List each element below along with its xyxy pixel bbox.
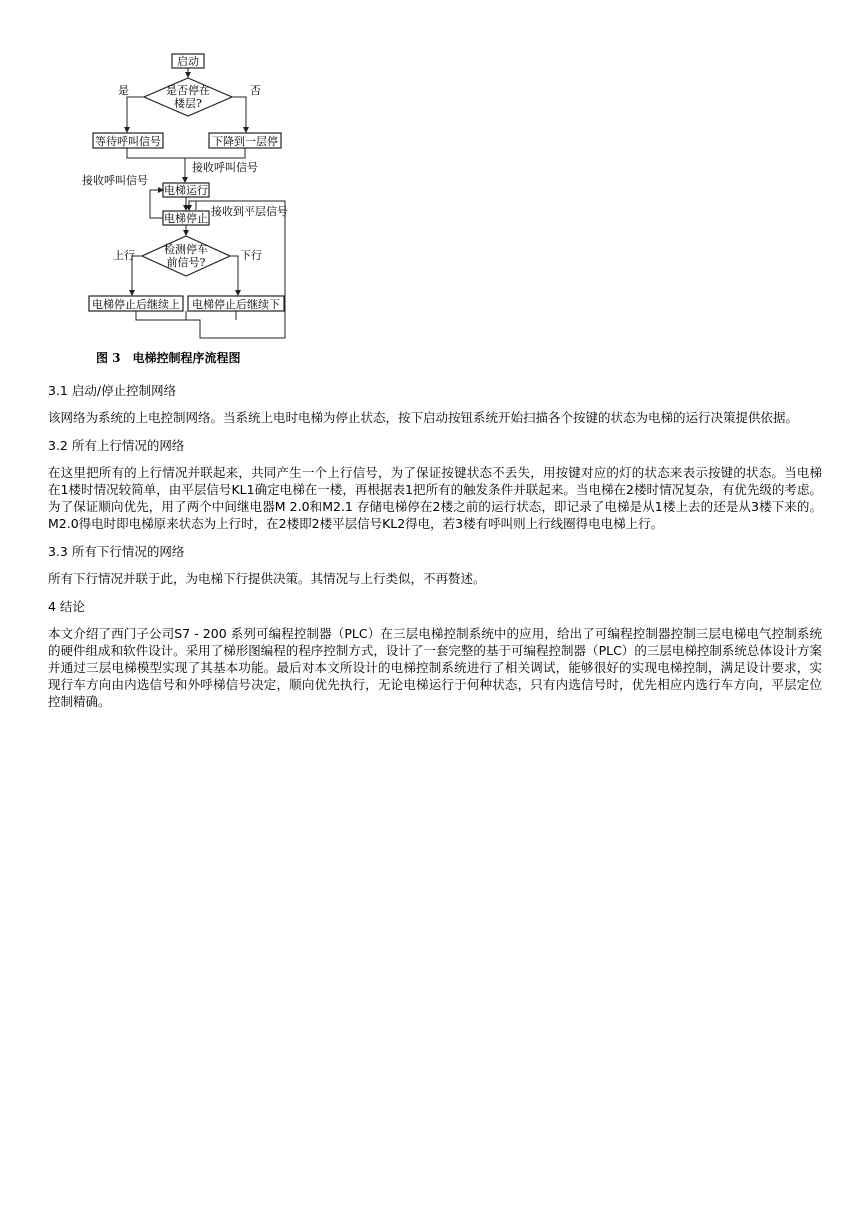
receive-call-label-2: 接收呼叫信号: [82, 174, 148, 187]
receive-floor-signal-label: 接收到平层信号: [211, 205, 288, 218]
section-heading: 3.3 所有下行情况的网络: [48, 544, 185, 559]
start-label: 启动: [177, 55, 199, 68]
down-label: 下行: [240, 249, 262, 262]
stop-continue-up-label: 电梯停止后继续上: [92, 298, 180, 311]
section-3-3: [48, 543, 822, 587]
wait-call-label: 等待呼叫信号: [95, 135, 161, 148]
figure-caption: 图 3 电梯控制程序流程图: [96, 351, 241, 365]
section-3-2: [48, 437, 822, 532]
decision2-line2: 前信号?: [166, 256, 206, 269]
section-4: [48, 598, 822, 710]
section-paragraph: 在这里把所有的上行情况并联起来，共同产生一个上行信号，为了保证按键状态不丢失，用按键对应的灯的状态来表示按键的状态。当电梯在1楼时情况较简单，由平层信号KL1确定电梯在一楼，再根据表1把所有的触发条件并联起来。当电梯在2楼时情况复杂，有优先级的考虑。为了保证顺向优先，用了两个中间继电器M 2.0和M2.1 存储电梯停在2楼之前的运行状态，即记录了电梯是从1楼上去的还是从3楼下来的。M2.0得电时即电梯原来状态为上行时，在2楼即2楼平层信号KL2得电，若3楼有呼叫则上行线圈得电电梯上行。: [48, 465, 822, 531]
decision1-line1: 是否停在: [166, 84, 210, 97]
decision1-line2: 楼层?: [174, 97, 202, 110]
section-paragraph: 该网络为系统的上电控制网络。当系统上电时电梯为停止状态，按下启动按钮系统开始扫描各个按键的状态为电梯的运行决策提供依据。: [48, 410, 799, 425]
article-body: [48, 382, 822, 721]
flowchart-svg: [80, 50, 295, 370]
section-heading: 3.1 启动/停止控制网络: [48, 383, 177, 398]
up-label: 上行: [113, 249, 135, 262]
section-3-1: [48, 382, 822, 426]
section-heading: 4 结论: [48, 599, 85, 614]
section-paragraph: 所有下行情况并联于此，为电梯下行提供决策。其情况与上行类似，不再赘述。: [48, 571, 486, 586]
section-paragraph: 本文介绍了西门子公司S7 - 200 系列可编程控制器（PLC）在三层电梯控制系统中的应用，给出了可编程控制器控制三层电梯电气控制系统的硬件组成和软件设计。采用了梯形图编程的程序控制方式，设计了一套完整的基于可编程控制器（PLC）的三层电梯控制系统总体设计方案并通过三层电梯模型实现了其基本功能。最后对本文所设计的电梯控制系统进行了相关调试，能够很好的实现电梯控制，满足设计要求，实现行车方向由内选信号和外呼梯信号决定，顺向优先执行，无论电梯运行于何种状态，只有内选信号时，优先相应内选行车方向，平层定位控制精确。: [48, 626, 822, 709]
elevator-run-label: 电梯运行: [164, 184, 208, 197]
elevator-stop-label: 电梯停止: [164, 212, 208, 225]
yes-label: 是: [118, 84, 129, 97]
receive-call-label-1: 接收呼叫信号: [192, 161, 258, 174]
decision2-line1: 检测停车: [164, 243, 208, 256]
descend-label: 下降到一层停: [212, 135, 278, 148]
no-label: 否: [250, 84, 261, 97]
flowchart-figure: [80, 50, 295, 370]
section-heading: 3.2 所有上行情况的网络: [48, 438, 185, 453]
stop-continue-down-label: 电梯停止后继续下: [192, 298, 280, 311]
